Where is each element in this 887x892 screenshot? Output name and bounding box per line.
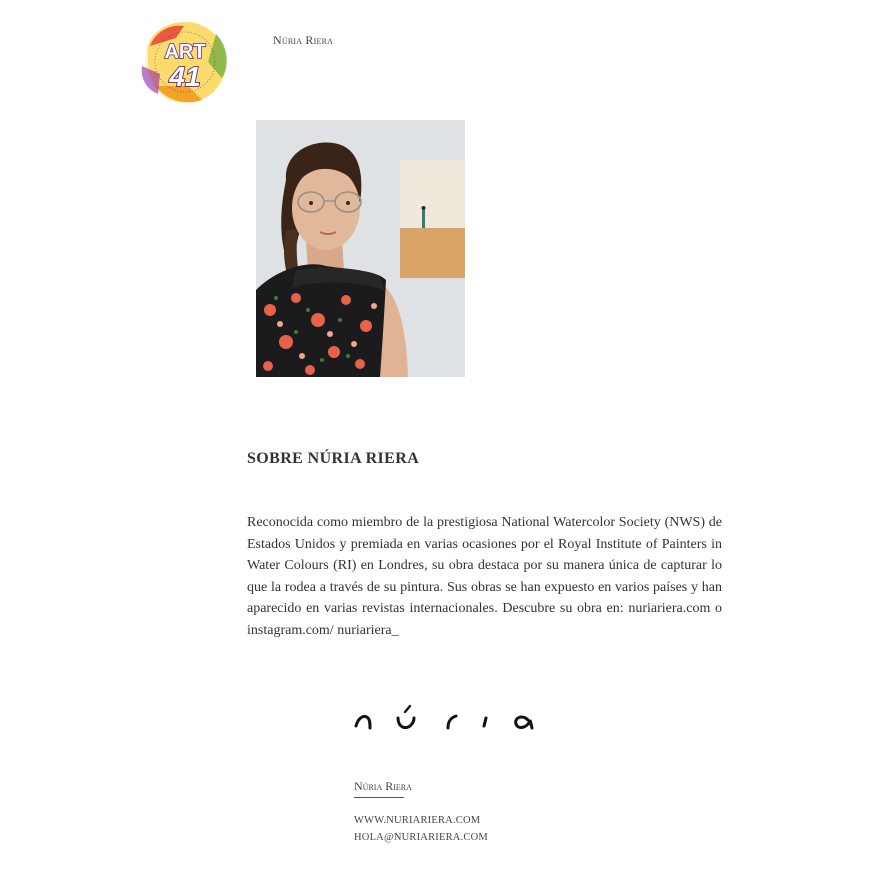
- artist-portrait-image: [256, 120, 465, 377]
- footer-divider: [354, 797, 404, 798]
- email-link[interactable]: HOLA@NURIARIERA.COM: [354, 832, 488, 843]
- about-title: SOBRE NÚRIA RIERA: [247, 450, 420, 467]
- artist-portrait: [256, 120, 465, 377]
- art41-logo-graphic: [136, 16, 234, 108]
- signature-image: [352, 700, 542, 738]
- footer-name: Núria Riera: [354, 779, 412, 793]
- header-artist-name[interactable]: Núria Riera: [273, 33, 334, 47]
- art41-logo[interactable]: [136, 16, 234, 108]
- about-body: Reconocida como miembro de la prestigiosa National Watercolor Society (NWS) de Estados Unidos y premiada en varias ocasiones por el Royal Institute of Painters in Water Colours (RI) en Londres, su obra destaca por su manera única de capturar lo que la rodea a través de su pintura. Sus obras se han expuesto en varios países y han aparecido en varias revistas internacionales. Descubre su obra en: nuriariera.com o instagram.com/ nuriariera_: [247, 515, 722, 638]
- svg-text:41: 41: [169, 61, 201, 92]
- signature-graphic: [352, 700, 542, 738]
- website-link[interactable]: WWW.NURIARIERA.COM: [354, 815, 481, 826]
- svg-text:ART: ART: [164, 41, 206, 63]
